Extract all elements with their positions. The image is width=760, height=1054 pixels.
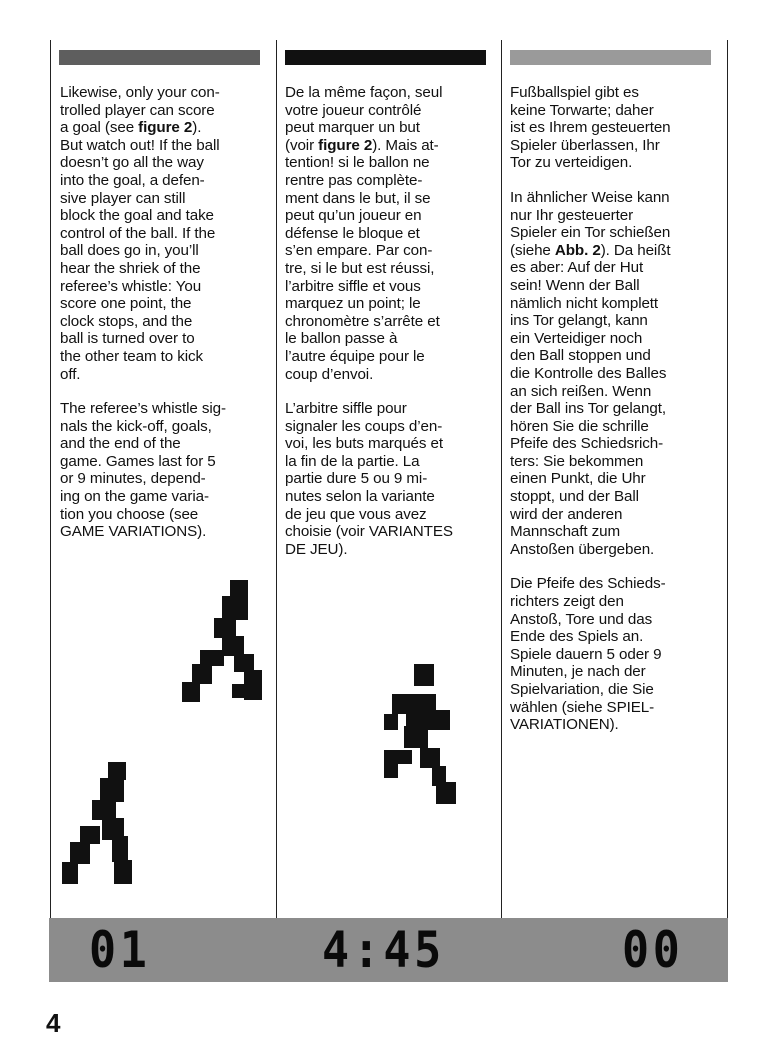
header-bar-french <box>285 50 486 65</box>
figure-reference: figure 2 <box>318 136 373 154</box>
player-sprite-2 <box>62 762 132 886</box>
column-rule-4 <box>727 40 728 918</box>
column-german <box>510 84 710 751</box>
right-score: 00 <box>622 921 684 979</box>
header-bar-german <box>510 50 711 65</box>
figure-reference: figure 2 <box>138 119 193 137</box>
german-paragraph-1: In ähnlicher Weise kann nur Ihr gesteuerter Spieler ein Tor schießen (siehe Abb. 2). Da heißt es aber: Auf der Hut sein! Wenn der Ball nämlich nicht komplett ins Tor gelangt, kann ein Verteidiger noch den Ball stoppen und die Kontrolle des Balles an sich reißen. Wenn der Ball ins Tor gelangt, hören Sie die schrille Pfeife des Schiedsrich- ters: Sie bekommen einen Punkt, die Uhr stoppt, und der Ball wird der anderen Mannschaft zum Anstoßen übergeben. <box>510 188 671 558</box>
german-paragraph-2: Die Pfeife des Schieds- richters zeigt den Anstoß, Tore und das Ende des Spiels an. Spiele dauern 5 oder 9 Minuten, je nach der Spielvariation, die Sie wählen (siehe SPIEL- VARIATIONEN). <box>510 575 666 734</box>
column-rule-3 <box>501 40 502 918</box>
english-paragraph-2: The referee’s whistle sig- nals the kick-off, goals, and the end of the game. Games last for 5 or 9 minutes, depend- ing on the game varia- tion you choose (see GAME VARIATIONS). <box>60 400 226 541</box>
column-french <box>285 84 485 575</box>
column-rule-1 <box>50 40 51 918</box>
game-clock: 4:45 <box>322 921 445 979</box>
page-number: 4 <box>46 1008 61 1038</box>
column-rule-2 <box>276 40 277 918</box>
german-paragraph-0: Fußballspiel gibt es keine Torwarte; daher ist es Ihrem gesteuerten Spieler überlassen, Ihr Tor zu verteidigen. <box>510 84 671 172</box>
header-bar-english <box>59 50 260 65</box>
french-paragraph-1: De la même façon, seul votre joueur contrôlé peut marquer un but (voir figure 2). Mais at- tention! si le ballon ne rentre pas complète- ment dans le but, il se peut qu’un joueur en défense le bloque et s’en empare. Par con- tre, si le but est réussi, l’arbitre siffle et vous marquez un point; le chronomètre s’arrête et le ballon passe à l’autre équipe pour le coup d’envoi. <box>285 84 443 383</box>
figure-reference: Abb. 2 <box>554 241 601 259</box>
player-sprite-1 <box>182 580 262 704</box>
player-sprite-3 <box>384 664 464 806</box>
left-score: 01 <box>89 921 151 979</box>
french-paragraph-2: L’arbitre siffle pour signaler les coups d’en- voi, les buts marqués et la fin de la partie. La partie dure 5 ou 9 mi- nutes selon la variante de jeu que vous avez choisie (voir VARIANTES DE JEU). <box>285 400 453 558</box>
english-paragraph-1: Likewise, only your con- trolled player can score a goal (see figure 2). But watch out! If the ball doesn’t go all the way into the goal, a defen- sive player can still block the goal and take control of the ball. If the ball does go in, you’ll hear the shriek of the referee’s whistle: You score one point, the clock stops, and the ball is turned over to the other team to kick off. <box>60 84 220 383</box>
column-english <box>60 84 260 558</box>
scoreboard <box>49 918 728 982</box>
